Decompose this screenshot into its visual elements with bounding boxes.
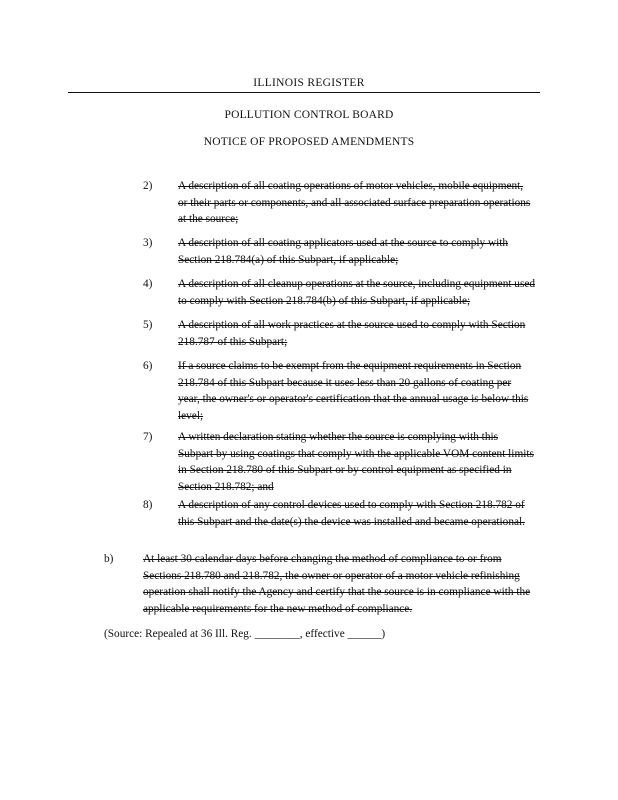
subsection-text: At least 30 calendar days before changing the method of compliance to or from Sections 218.780 and 218.782, the owner or operator of a motor vehicle refinishing operation shall notify the Agency and certify that the source is in compliance with the applicable requirements for the new method of compliance. (143, 553, 531, 615)
list-item (143, 235, 535, 269)
list-item (143, 317, 535, 351)
notice-title: NOTICE OF PROPOSED AMENDMENTS (203, 136, 415, 148)
source-note: (Source: Repealed at 36 Ill. Reg. ________, effective ______) (104, 628, 386, 640)
item-number: 2) (143, 180, 153, 192)
board-name: POLLUTION CONTROL BOARD (224, 109, 394, 121)
item-number: 8) (143, 499, 153, 511)
item-text: If a source claims to be exempt from the equipment requirements in Section 218.784 of this Subpart because it uses less than 20 gallons of coating per year, the owner's or operator's certification that the annual usage is below this level; (178, 360, 529, 422)
list-item (143, 358, 535, 424)
list-item (143, 178, 535, 228)
list-item (143, 429, 535, 495)
item-text: A written declaration stating whether the source is complying with this Subpart by using coatings that comply with the applicable VOM content limits in Section 218.780 of this Subpart or by control equipment as specified in Section 218.782; and (178, 431, 534, 493)
item-text: A description of all work practices at the source used to comply with Section 218.787 of this Subpart; (178, 319, 526, 348)
item-number: 6) (143, 360, 153, 372)
item-number: 3) (143, 237, 153, 249)
item-number: 4) (143, 278, 153, 290)
item-text: A description of all coating operations of motor vehicles, mobile equipment, or their parts or components, and all associated surface preparation operations at the source; (178, 180, 531, 225)
item-text: A description of all cleanup operations at the source, including equipment used to comply with Section 218.784(b) of this Subpart, if applicable; (178, 278, 536, 307)
register-title: ILLINOIS REGISTER (253, 77, 365, 89)
subsection-label: b) (104, 553, 114, 565)
item-text: A description of all coating applicators used at the source to comply with Section 218.784(a) of this Subpart, if applicable; (178, 237, 509, 266)
list-item (143, 497, 535, 547)
item-number: 5) (143, 319, 153, 331)
header-rule (68, 92, 540, 93)
list-item (143, 276, 535, 310)
subsection-b (104, 551, 536, 617)
item-number: 7) (143, 431, 153, 443)
item-text: A description of any control devices used to comply with Section 218.782 of this Subpart and the date(s) the device was installed and became operational. (178, 499, 525, 528)
